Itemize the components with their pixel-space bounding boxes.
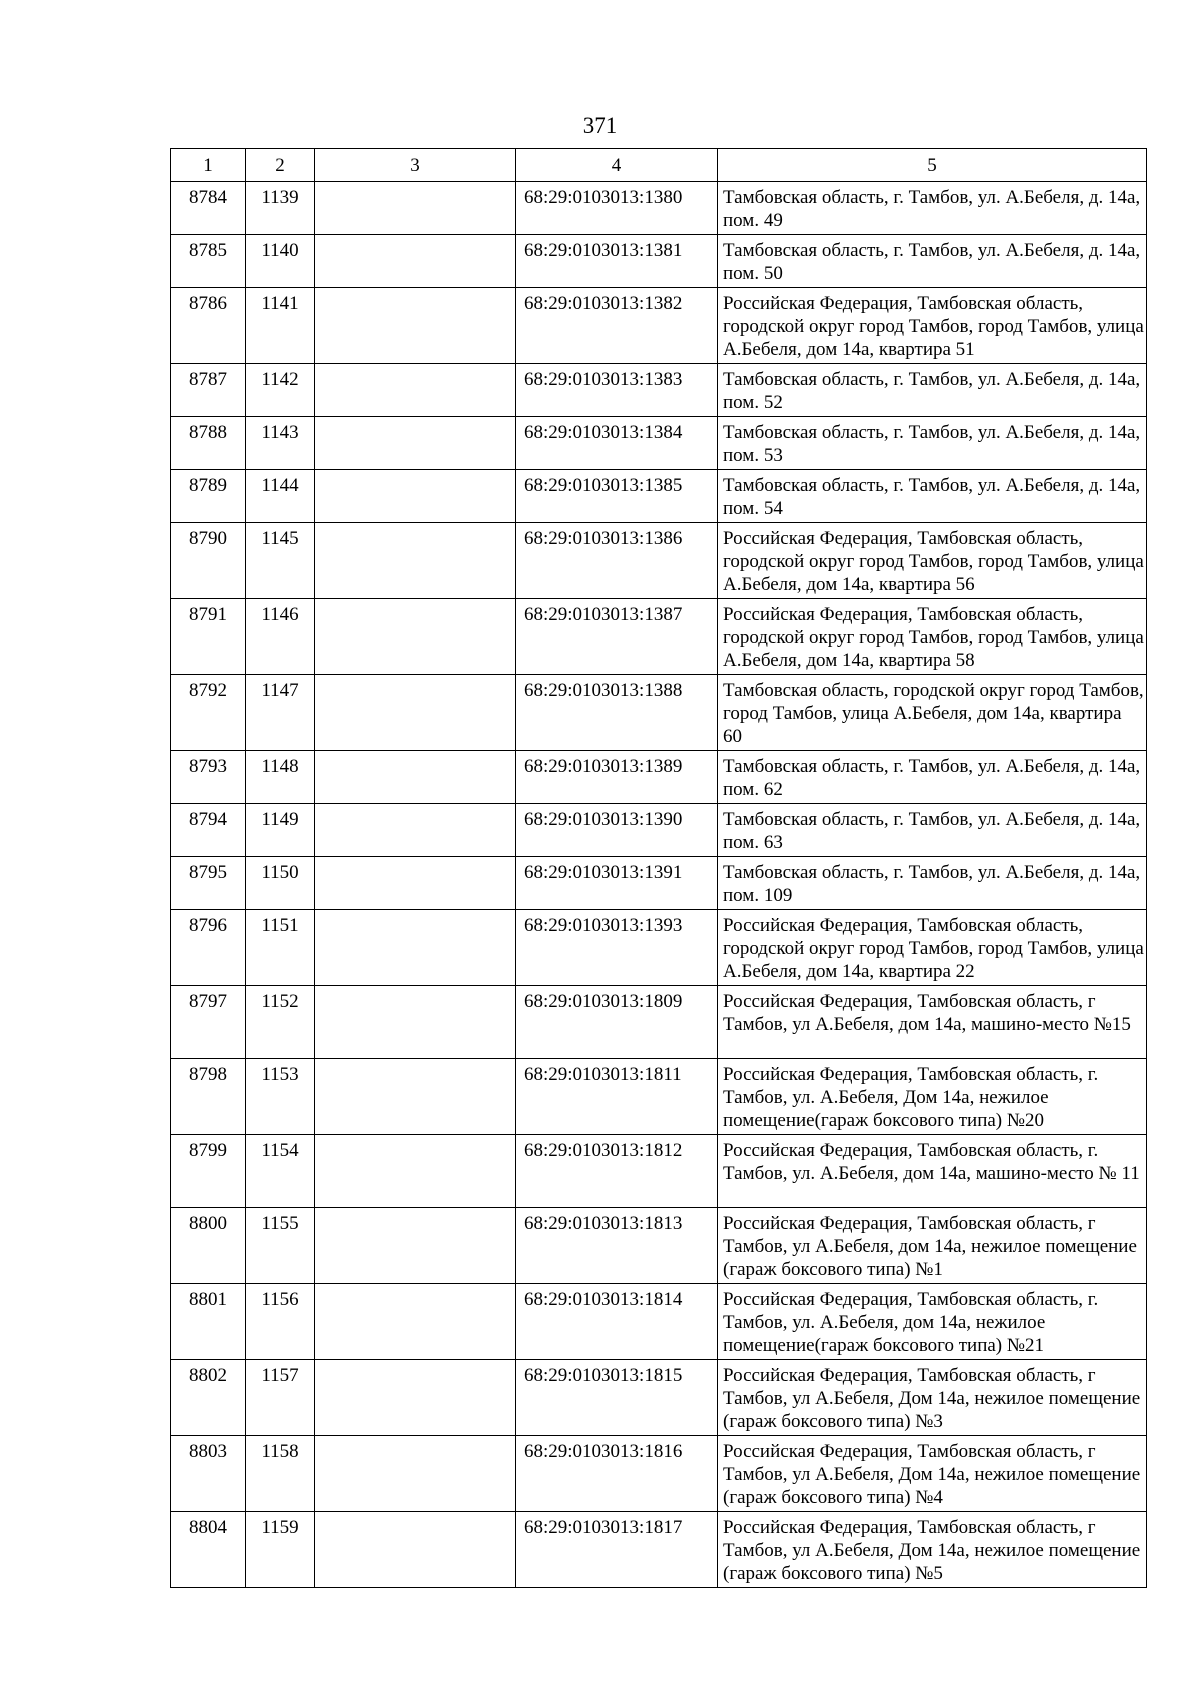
- row-number-cell: 8784: [171, 182, 246, 235]
- row-number-cell: 8799: [171, 1135, 246, 1208]
- item-number-cell: 1145: [246, 523, 315, 599]
- cadastral-number-cell: 68:29:0103013:1816: [516, 1436, 718, 1512]
- page-number: 371: [582, 113, 618, 138]
- cadastral-number-cell: 68:29:0103013:1386: [516, 523, 718, 599]
- table-row: [171, 986, 1147, 1059]
- address-cell: Российская Федерация, Тамбовская область, городской округ город Тамбов, город Тамбов, улица А.Бебеля, дом 14а, квартира 51: [718, 288, 1147, 364]
- empty-cell: [315, 1436, 516, 1512]
- empty-cell: [315, 417, 516, 470]
- table-row: [171, 1059, 1147, 1135]
- address-cell: Тамбовская область, г. Тамбов, ул. А.Бебеля, д. 14а, пом. 62: [718, 751, 1147, 804]
- empty-cell: [315, 182, 516, 235]
- item-number-cell: 1148: [246, 751, 315, 804]
- address-cell: Российская Федерация, Тамбовская область, г Тамбов, ул А.Бебеля, дом 14а, нежилое помещение (гараж боксового типа) №1: [718, 1208, 1147, 1284]
- item-number-cell: 1154: [246, 1135, 315, 1208]
- empty-cell: [315, 288, 516, 364]
- cadastral-number-cell: 68:29:0103013:1393: [516, 910, 718, 986]
- cadastral-number-cell: 68:29:0103013:1809: [516, 986, 718, 1059]
- item-number-cell: 1158: [246, 1436, 315, 1512]
- item-number-cell: 1149: [246, 804, 315, 857]
- empty-cell: [315, 1135, 516, 1208]
- row-number-cell: 8786: [171, 288, 246, 364]
- table-row: [171, 470, 1147, 523]
- item-number-cell: 1147: [246, 675, 315, 751]
- row-number-cell: 8792: [171, 675, 246, 751]
- table-row: [171, 804, 1147, 857]
- item-number-cell: 1140: [246, 235, 315, 288]
- table-row: [171, 235, 1147, 288]
- cadastral-number-cell: 68:29:0103013:1380: [516, 182, 718, 235]
- row-number-cell: 8795: [171, 857, 246, 910]
- column-header-3: 3: [315, 149, 516, 182]
- empty-cell: [315, 599, 516, 675]
- row-number-cell: 8788: [171, 417, 246, 470]
- empty-cell: [315, 1284, 516, 1360]
- cadastral-number-cell: 68:29:0103013:1811: [516, 1059, 718, 1135]
- cadastral-number-cell: 68:29:0103013:1384: [516, 417, 718, 470]
- address-cell: Тамбовская область, г. Тамбов, ул. А.Бебеля, д. 14а, пом. 109: [718, 857, 1147, 910]
- address-cell: Российская Федерация, Тамбовская область, г Тамбов, ул А.Бебеля, Дом 14а, нежилое помещение (гараж боксового типа) №3: [718, 1360, 1147, 1436]
- address-cell: Российская Федерация, Тамбовская область, г. Тамбов, ул. А.Бебеля, дом 14а, машино-место № 11: [718, 1135, 1147, 1208]
- address-cell: Тамбовская область, г. Тамбов, ул. А.Бебеля, д. 14а, пом. 54: [718, 470, 1147, 523]
- empty-cell: [315, 804, 516, 857]
- address-cell: Тамбовская область, г. Тамбов, ул. А.Бебеля, д. 14а, пом. 49: [718, 182, 1147, 235]
- item-number-cell: 1146: [246, 599, 315, 675]
- column-header-4: 4: [516, 149, 718, 182]
- table-row: [171, 364, 1147, 417]
- empty-cell: [315, 857, 516, 910]
- row-number-cell: 8796: [171, 910, 246, 986]
- empty-cell: [315, 1059, 516, 1135]
- table-row: [171, 288, 1147, 364]
- item-number-cell: 1142: [246, 364, 315, 417]
- empty-cell: [315, 1512, 516, 1588]
- item-number-cell: 1152: [246, 986, 315, 1059]
- row-number-cell: 8794: [171, 804, 246, 857]
- table-row: [171, 675, 1147, 751]
- empty-cell: [315, 1360, 516, 1436]
- row-number-cell: 8803: [171, 1436, 246, 1512]
- register-table: [170, 148, 1147, 1588]
- empty-cell: [315, 751, 516, 804]
- empty-cell: [315, 1208, 516, 1284]
- address-cell: Российская Федерация, Тамбовская область, г Тамбов, ул А.Бебеля, дом 14а, машино-место №15: [718, 986, 1147, 1059]
- item-number-cell: 1150: [246, 857, 315, 910]
- row-number-cell: 8801: [171, 1284, 246, 1360]
- table-row: [171, 1284, 1147, 1360]
- row-number-cell: 8793: [171, 751, 246, 804]
- cadastral-number-cell: 68:29:0103013:1817: [516, 1512, 718, 1588]
- table-row: [171, 182, 1147, 235]
- column-header-2: 2: [246, 149, 315, 182]
- row-number-cell: 8789: [171, 470, 246, 523]
- table-row: [171, 1360, 1147, 1436]
- cadastral-number-cell: 68:29:0103013:1391: [516, 857, 718, 910]
- table-body: [171, 182, 1147, 1588]
- row-number-cell: 8790: [171, 523, 246, 599]
- column-header-5: 5: [718, 149, 1147, 182]
- cadastral-number-cell: 68:29:0103013:1390: [516, 804, 718, 857]
- table-row: [171, 857, 1147, 910]
- cadastral-number-cell: 68:29:0103013:1812: [516, 1135, 718, 1208]
- address-cell: Российская Федерация, Тамбовская область, г Тамбов, ул А.Бебеля, Дом 14а, нежилое помещение (гараж боксового типа) №5: [718, 1512, 1147, 1588]
- cadastral-number-cell: 68:29:0103013:1382: [516, 288, 718, 364]
- item-number-cell: 1151: [246, 910, 315, 986]
- empty-cell: [315, 235, 516, 288]
- address-cell: Российская Федерация, Тамбовская область, городской округ город Тамбов, город Тамбов, улица А.Бебеля, дом 14а, квартира 58: [718, 599, 1147, 675]
- row-number-cell: 8785: [171, 235, 246, 288]
- row-number-cell: 8804: [171, 1512, 246, 1588]
- table-row: [171, 1208, 1147, 1284]
- item-number-cell: 1141: [246, 288, 315, 364]
- empty-cell: [315, 986, 516, 1059]
- item-number-cell: 1157: [246, 1360, 315, 1436]
- row-number-cell: 8797: [171, 986, 246, 1059]
- cadastral-number-cell: 68:29:0103013:1385: [516, 470, 718, 523]
- table-row: [171, 1135, 1147, 1208]
- address-cell: Российская Федерация, Тамбовская область, г. Тамбов, ул. А.Бебеля, Дом 14а, нежилое помещение(гараж боксового типа) №20: [718, 1059, 1147, 1135]
- row-number-cell: 8798: [171, 1059, 246, 1135]
- item-number-cell: 1139: [246, 182, 315, 235]
- address-cell: Тамбовская область, г. Тамбов, ул. А.Бебеля, д. 14а, пом. 50: [718, 235, 1147, 288]
- empty-cell: [315, 364, 516, 417]
- table-row: [171, 523, 1147, 599]
- cadastral-number-cell: 68:29:0103013:1381: [516, 235, 718, 288]
- item-number-cell: 1144: [246, 470, 315, 523]
- table-row: [171, 751, 1147, 804]
- table-row: [171, 1512, 1147, 1588]
- cadastral-number-cell: 68:29:0103013:1814: [516, 1284, 718, 1360]
- empty-cell: [315, 675, 516, 751]
- cadastral-number-cell: 68:29:0103013:1813: [516, 1208, 718, 1284]
- table-row: [171, 1436, 1147, 1512]
- empty-cell: [315, 523, 516, 599]
- cadastral-number-cell: 68:29:0103013:1388: [516, 675, 718, 751]
- address-cell: Тамбовская область, г. Тамбов, ул. А.Бебеля, д. 14а, пом. 52: [718, 364, 1147, 417]
- column-number-header: [171, 149, 1147, 182]
- row-number-cell: 8802: [171, 1360, 246, 1436]
- empty-cell: [315, 910, 516, 986]
- header-row: [171, 149, 1147, 182]
- cadastral-number-cell: 68:29:0103013:1389: [516, 751, 718, 804]
- row-number-cell: 8800: [171, 1208, 246, 1284]
- item-number-cell: 1159: [246, 1512, 315, 1588]
- address-cell: Тамбовская область, городской округ город Тамбов, город Тамбов, улица А.Бебеля, дом 14а, квартира 60: [718, 675, 1147, 751]
- address-cell: Российская Федерация, Тамбовская область, г Тамбов, ул А.Бебеля, Дом 14а, нежилое помещение (гараж боксового типа) №4: [718, 1436, 1147, 1512]
- item-number-cell: 1156: [246, 1284, 315, 1360]
- address-cell: Российская Федерация, Тамбовская область, г. Тамбов, ул. А.Бебеля, дом 14а, нежилое помещение(гараж боксового типа) №21: [718, 1284, 1147, 1360]
- item-number-cell: 1143: [246, 417, 315, 470]
- item-number-cell: 1155: [246, 1208, 315, 1284]
- cadastral-number-cell: 68:29:0103013:1383: [516, 364, 718, 417]
- address-cell: Тамбовская область, г. Тамбов, ул. А.Бебеля, д. 14а, пом. 63: [718, 804, 1147, 857]
- empty-cell: [315, 470, 516, 523]
- row-number-cell: 8791: [171, 599, 246, 675]
- row-number-cell: 8787: [171, 364, 246, 417]
- table-row: [171, 417, 1147, 470]
- item-number-cell: 1153: [246, 1059, 315, 1135]
- cadastral-number-cell: 68:29:0103013:1387: [516, 599, 718, 675]
- address-cell: Российская Федерация, Тамбовская область, городской округ город Тамбов, город Тамбов, улица А.Бебеля, дом 14а, квартира 22: [718, 910, 1147, 986]
- table-row: [171, 599, 1147, 675]
- address-cell: Тамбовская область, г. Тамбов, ул. А.Бебеля, д. 14а, пом. 53: [718, 417, 1147, 470]
- table-row: [171, 910, 1147, 986]
- address-cell: Российская Федерация, Тамбовская область, городской округ город Тамбов, город Тамбов, улица А.Бебеля, дом 14а, квартира 56: [718, 523, 1147, 599]
- cadastral-number-cell: 68:29:0103013:1815: [516, 1360, 718, 1436]
- column-header-1: 1: [171, 149, 246, 182]
